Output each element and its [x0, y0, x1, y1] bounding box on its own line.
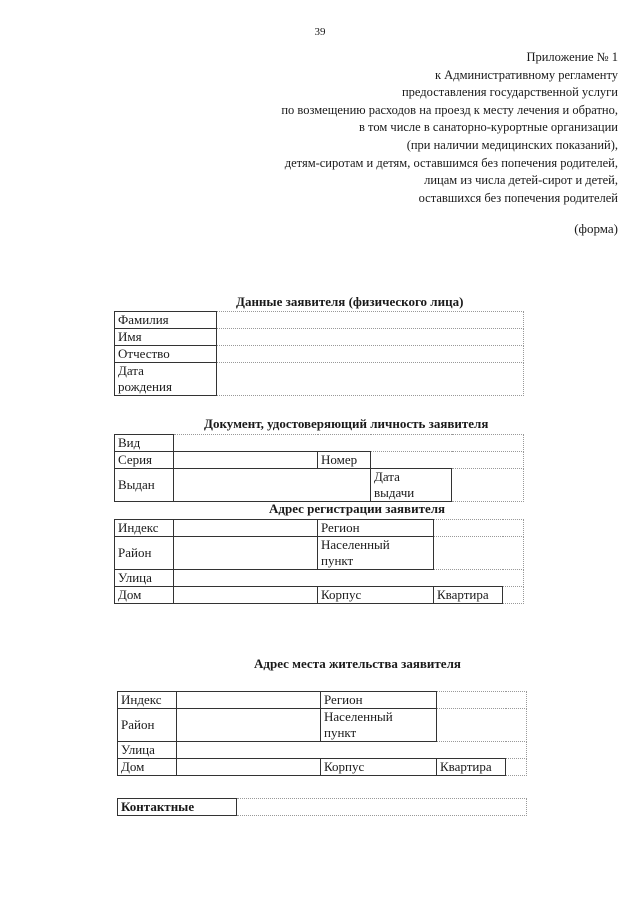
- page-number: 39: [314, 26, 326, 38]
- form-label: (форма): [574, 221, 618, 236]
- applicant-table: [114, 311, 524, 396]
- res-district-field[interactable]: [177, 709, 321, 742]
- reg-region-label: Регион: [318, 520, 434, 537]
- document-table: [114, 434, 524, 502]
- res-locality-field[interactable]: [437, 709, 527, 742]
- doc-type-field[interactable]: [174, 435, 524, 452]
- doc-series-field[interactable]: [174, 452, 318, 469]
- applicant-section-title: Данные заявителя (физического лица): [236, 294, 464, 309]
- res-index-field[interactable]: [177, 692, 321, 709]
- contacts-table: [117, 798, 527, 816]
- patronymic-field[interactable]: [217, 346, 524, 363]
- reg-house-field[interactable]: [174, 587, 318, 604]
- header-line: детям-сиротам и детям, оставшимся без попечения родителей,: [284, 155, 618, 170]
- reg-district-label: Район: [115, 537, 174, 570]
- doc-issue-date-field[interactable]: [452, 469, 524, 502]
- res-apartment-field[interactable]: [506, 759, 527, 776]
- header-line: в том числе в санаторно-курортные организации: [359, 120, 618, 135]
- doc-issued-field[interactable]: [174, 469, 371, 502]
- reg-building-label: Корпус: [318, 587, 434, 604]
- header-line: предоставления государственной услуги: [401, 85, 618, 100]
- reg-apartment-field[interactable]: [503, 587, 524, 604]
- birth-date-label: Дата рождения: [115, 363, 217, 396]
- header-line: по возмещению расходов на проезд к месту лечения и обратно,: [281, 102, 618, 117]
- res-index-label: Индекс: [118, 692, 177, 709]
- doc-number-label: Номер: [318, 452, 371, 469]
- name-label: Имя: [115, 329, 217, 346]
- res-house-field[interactable]: [177, 759, 321, 776]
- res-region-label: Регион: [321, 692, 437, 709]
- reg-apartment-label: Квартира: [434, 587, 503, 604]
- res-apartment-label: Квартира: [437, 759, 506, 776]
- doc-series-label: Серия: [115, 452, 174, 469]
- residence-section-title: Адрес места жительства заявителя: [254, 656, 461, 671]
- reg-house-label: Дом: [115, 587, 174, 604]
- header-line: оставшихся без попечения родителей: [418, 190, 618, 205]
- reg-street-label: Улица: [115, 570, 174, 587]
- registration-section-title: Адрес регистрации заявителя: [269, 501, 446, 516]
- res-street-field[interactable]: [177, 742, 527, 759]
- header-line: (при наличии медицинских показаний),: [406, 137, 618, 152]
- res-region-field[interactable]: [437, 692, 527, 709]
- res-house-label: Дом: [118, 759, 177, 776]
- reg-locality-label: Населенный пункт: [318, 537, 434, 570]
- residence-address-table: [117, 691, 527, 776]
- registration-address-table: [114, 519, 524, 604]
- patronymic-label: Отчество: [115, 346, 217, 363]
- doc-issue-date-label: Дата выдачи: [371, 469, 452, 502]
- header-line: лицам из числа детей-сирот и детей,: [424, 173, 618, 188]
- reg-district-field[interactable]: [174, 537, 318, 570]
- reg-region-field[interactable]: [434, 520, 524, 537]
- header-line: к Административному регламенту: [434, 67, 618, 82]
- birth-date-field[interactable]: [217, 363, 524, 396]
- contacts-field[interactable]: [237, 799, 527, 816]
- reg-locality-field[interactable]: [434, 537, 524, 570]
- surname-field[interactable]: [217, 312, 524, 329]
- reg-street-field[interactable]: [174, 570, 524, 587]
- name-field[interactable]: [217, 329, 524, 346]
- res-street-label: Улица: [118, 742, 177, 759]
- surname-label: Фамилия: [115, 312, 217, 329]
- doc-number-field[interactable]: [371, 452, 524, 469]
- reg-index-field[interactable]: [174, 520, 318, 537]
- document-section-title: Документ, удостоверяющий личность заявителя: [204, 416, 489, 431]
- res-district-label: Район: [118, 709, 177, 742]
- res-locality-label: Населенный пункт: [321, 709, 437, 742]
- appendix-header: [188, 49, 618, 207]
- reg-index-label: Индекс: [115, 520, 174, 537]
- doc-type-label: Вид: [115, 435, 174, 452]
- contacts-label: Контактные: [118, 799, 237, 816]
- res-building-label: Корпус: [321, 759, 437, 776]
- doc-issued-label: Выдан: [115, 469, 174, 502]
- header-line: Приложение № 1: [526, 50, 618, 64]
